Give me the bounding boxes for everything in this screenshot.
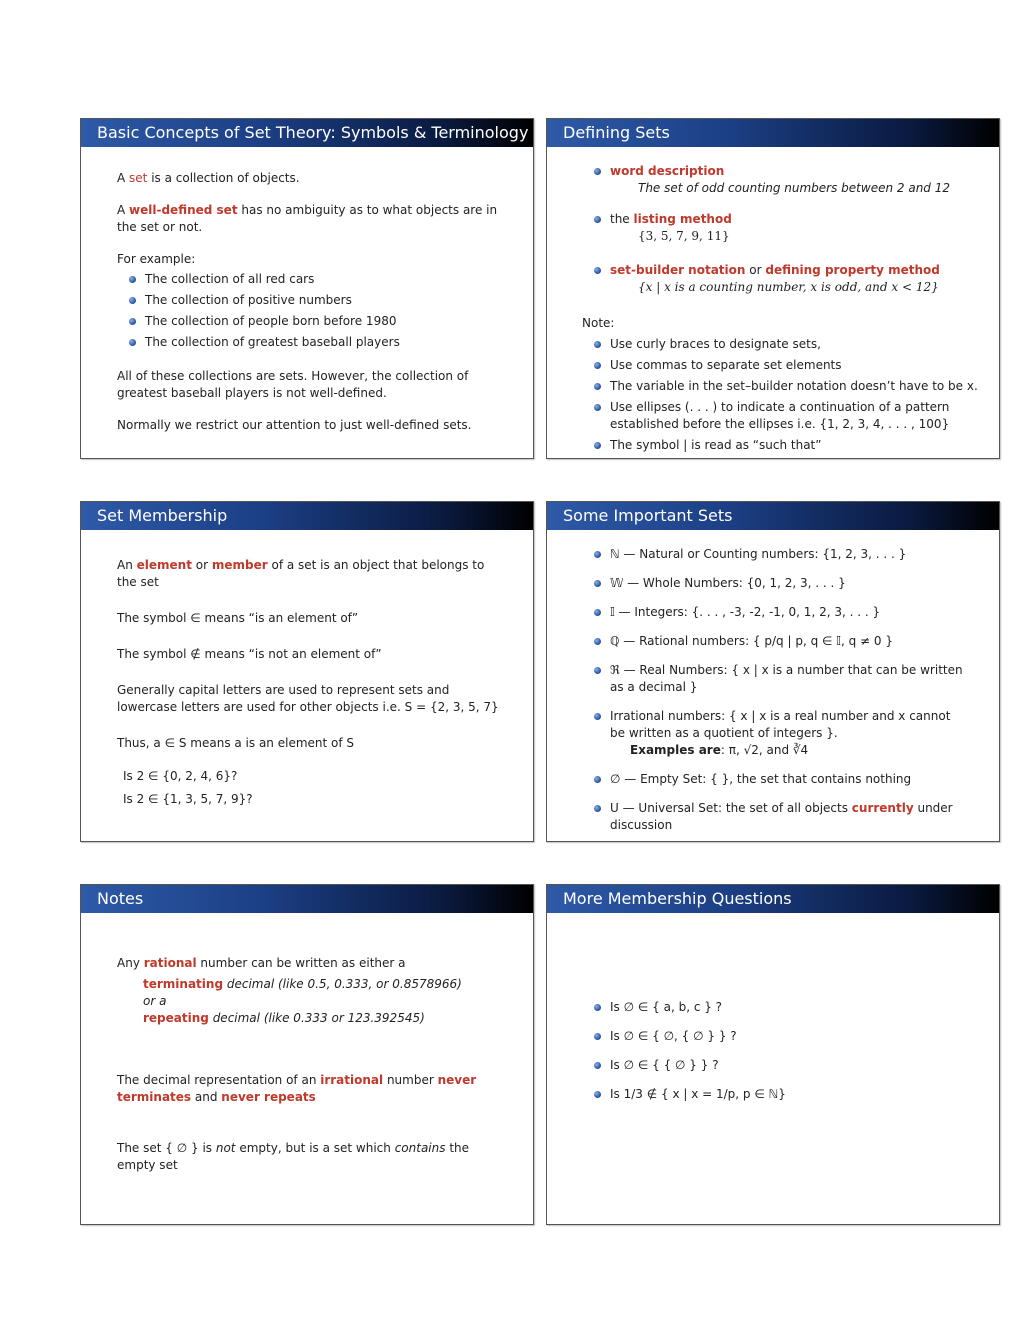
examples-line [610, 742, 969, 759]
slide-title: Notes [81, 885, 533, 913]
example-list [117, 271, 503, 355]
list-item [117, 313, 503, 330]
text: the [610, 212, 634, 226]
slide-defining-sets [546, 118, 1000, 459]
list-item [582, 633, 969, 650]
highlight-term: defining property method [765, 263, 940, 277]
list-item-text: 𝕀 — Integers: {. . . , -3, -2, -1, 0, 1, 2, 3, . . . } [610, 605, 881, 619]
paragraph [117, 1072, 503, 1106]
bullet-icon [594, 216, 601, 223]
list-item [582, 771, 969, 788]
bullet-icon [129, 276, 136, 283]
list-item [582, 1028, 969, 1045]
list-item [582, 399, 985, 433]
bullet-icon [594, 713, 601, 720]
list-item [582, 1086, 969, 1103]
bullet-icon [129, 318, 136, 325]
list-item [582, 708, 969, 759]
list-item-text: The collection of greatest baseball players [145, 335, 400, 349]
slide-title: More Membership Questions [547, 885, 999, 913]
text: of a set is an object that belongs to the set [117, 558, 485, 589]
note-label: Note: [582, 316, 615, 330]
list-item-text: ∅ — Empty Set: { }, the set that contains nothing [610, 772, 912, 786]
highlight-term: listing method [633, 212, 732, 226]
question: Is 2 ∈ {1, 3, 5, 7, 9}? [123, 792, 253, 806]
examples-label: Examples are [630, 743, 721, 757]
list-item-text: Irrational numbers: { x | x is a real number and x cannot be written as a quotient of integers }. [610, 709, 951, 740]
bullet-icon [594, 267, 601, 274]
list-item [117, 334, 503, 351]
paragraph: The symbol ∈ means “is an element of” [117, 611, 359, 625]
list-item [582, 999, 969, 1016]
method-example: {3, 5, 7, 9, 11} [638, 229, 730, 243]
slide-body [81, 913, 533, 1224]
list-item-text: Use commas to separate set elements [610, 358, 842, 372]
slide-important-sets [546, 501, 1000, 842]
bullet-icon [594, 667, 601, 674]
text: The set { ∅ } is [117, 1141, 216, 1155]
paragraph [117, 557, 503, 591]
list-item-text: Use ellipses (. . . ) to indicate a continuation of a pattern established before the ellipses i.e. {1, 2, 3, 4, . . . , 100} [610, 400, 950, 431]
slide-more-membership [546, 884, 1000, 1225]
bullet-icon [594, 1033, 601, 1040]
slide-body [547, 147, 999, 458]
slide-body [547, 913, 999, 1224]
list-item [582, 437, 985, 454]
highlight-term: well-defined set [129, 203, 238, 217]
paragraph: All of these collections are sets. However, the collection of greatest baseball players is not well-defined. [117, 369, 469, 400]
method-list [582, 163, 979, 201]
bullet-icon [594, 383, 601, 390]
text: decimal (like 0.333 or 123.392545) [208, 1011, 425, 1025]
highlight-term: rational [143, 956, 197, 970]
list-item [582, 378, 985, 395]
sets-list [582, 546, 969, 838]
bullet-icon [594, 362, 601, 369]
paragraph: The symbol ∉ means “is not an element of” [117, 647, 382, 661]
text: empty, but is a set which [235, 1141, 395, 1155]
emphasis: contains [394, 1141, 446, 1155]
question: Is 1/3 ∉ { x | x = 1/p, p ∈ ℕ} [610, 1087, 786, 1101]
list-item [117, 292, 503, 309]
note-list [582, 336, 985, 458]
paragraph [117, 955, 503, 972]
paragraph [143, 1010, 503, 1027]
bullet-icon [594, 442, 601, 449]
list-item-text: The symbol | is read as “such that” [610, 438, 822, 452]
paragraph: Generally capital letters are used to represent sets and lowercase letters are used for other objects i.e. S = {2, 3, 5, 7} [117, 683, 499, 714]
slide-title: Some Important Sets [547, 502, 999, 530]
examples-values: : π, √2, and ∛4 [720, 743, 809, 757]
method-example: The set of odd counting numbers between 2 and 12 [638, 181, 950, 195]
text: has no ambiguity as to what objects are in the set or not. [117, 203, 498, 234]
list-item [582, 575, 969, 592]
question: Is ∅ ∈ { ∅, { ∅ } } ? [610, 1029, 737, 1043]
list-item-text: ℚ — Rational numbers: { p/q | p, q ∈ 𝕀, q ≠ 0 } [610, 634, 894, 648]
list-item [117, 271, 503, 288]
text: A [117, 203, 130, 217]
slide-title: Set Membership [81, 502, 533, 530]
list-item [582, 800, 969, 834]
highlight-term: never repeats [221, 1090, 316, 1104]
text: number [383, 1073, 438, 1087]
bullet-icon [594, 551, 601, 558]
text: The decimal representation of an [117, 1073, 321, 1087]
list-item [582, 1057, 969, 1074]
bullet-icon [594, 168, 601, 175]
question: Is 2 ∈ {0, 2, 4, 6}? [123, 769, 238, 783]
paragraph [143, 976, 503, 993]
list-item [582, 163, 979, 197]
text: A [117, 171, 130, 185]
list-item [582, 662, 969, 696]
text: or [745, 263, 766, 277]
highlight-term: set-builder notation [610, 263, 746, 277]
text: under discussion [610, 801, 953, 832]
highlight-term: terminating [143, 977, 224, 991]
text: An [117, 558, 137, 572]
paragraph [117, 170, 503, 187]
bullet-icon [594, 1091, 601, 1098]
slide-title: Basic Concepts of Set Theory: Symbols & Terminology [81, 119, 533, 147]
slide-notes [80, 884, 534, 1225]
question: Is ∅ ∈ { a, b, c } ? [610, 1000, 723, 1014]
list-item-text: The collection of all red cars [145, 272, 315, 286]
text: and [191, 1090, 222, 1104]
highlight-term: word description [610, 164, 725, 178]
list-item-text: The collection of people born before 1980 [145, 314, 397, 328]
paragraph [117, 202, 503, 236]
bullet-icon [594, 638, 601, 645]
paragraph: or a [143, 994, 167, 1008]
text: U — Universal Set: the set of all objects [610, 801, 852, 815]
paragraph: Normally we restrict our attention to just well-defined sets. [117, 418, 472, 432]
method-list [582, 262, 979, 300]
slide-body [81, 530, 533, 841]
bullet-icon [594, 404, 601, 411]
paragraph: For example: [117, 252, 196, 266]
bullet-icon [129, 297, 136, 304]
bullet-icon [594, 805, 601, 812]
list-item [582, 211, 979, 245]
list-item-text: The variable in the set–builder notation doesn’t have to be x. [610, 379, 978, 393]
list-item [582, 546, 969, 563]
list-item [582, 604, 969, 621]
list-item-text: Use curly braces to designate sets, [610, 337, 821, 351]
text: or [191, 558, 212, 572]
list-item-text: 𝕎 — Whole Numbers: {0, 1, 2, 3, . . . } [610, 576, 846, 590]
list-item [582, 336, 985, 353]
bullet-icon [129, 339, 136, 346]
slide-title: Defining Sets [547, 119, 999, 147]
list-item-text: ℜ — Real Numbers: { x | x is a number that can be written as a decimal } [610, 663, 963, 694]
paragraph: Thus, a ∈ S means a is an element of S [117, 736, 355, 750]
list-item [582, 357, 985, 374]
paragraph [117, 1140, 503, 1174]
question: Is ∅ ∈ { { ∅ } } ? [610, 1058, 719, 1072]
text: number can be written as either a [196, 956, 406, 970]
slide-body [81, 147, 533, 458]
question-list [582, 999, 969, 1107]
list-item [582, 262, 979, 296]
highlight-term: irrational [320, 1073, 384, 1087]
text: the empty set [117, 1141, 470, 1172]
method-example: {x | x is a counting number, x is odd, and x < 12} [638, 280, 939, 294]
bullet-icon [594, 1004, 601, 1011]
bullet-icon [594, 341, 601, 348]
text: Any [117, 956, 144, 970]
highlight-term: member [211, 558, 268, 572]
method-list [582, 211, 979, 249]
slide-basic-concepts [80, 118, 534, 459]
slide-set-membership [80, 501, 534, 842]
bullet-icon [594, 580, 601, 587]
slide-body [547, 530, 999, 841]
highlight-term: set [129, 171, 148, 185]
highlight-term: never terminates [117, 1073, 477, 1104]
text: decimal (like 0.5, 0.333, or 0.8578966) [223, 977, 462, 991]
highlight-term: currently [851, 801, 914, 815]
highlight-term: repeating [143, 1011, 209, 1025]
bullet-icon [594, 1062, 601, 1069]
text: is a collection of objects. [147, 171, 300, 185]
bullet-icon [594, 776, 601, 783]
highlight-term: element [136, 558, 192, 572]
emphasis: not [215, 1141, 236, 1155]
list-item-text: ℕ — Natural or Counting numbers: {1, 2, 3, . . . } [610, 547, 907, 561]
list-item-text: The collection of positive numbers [145, 293, 352, 307]
bullet-icon [594, 609, 601, 616]
